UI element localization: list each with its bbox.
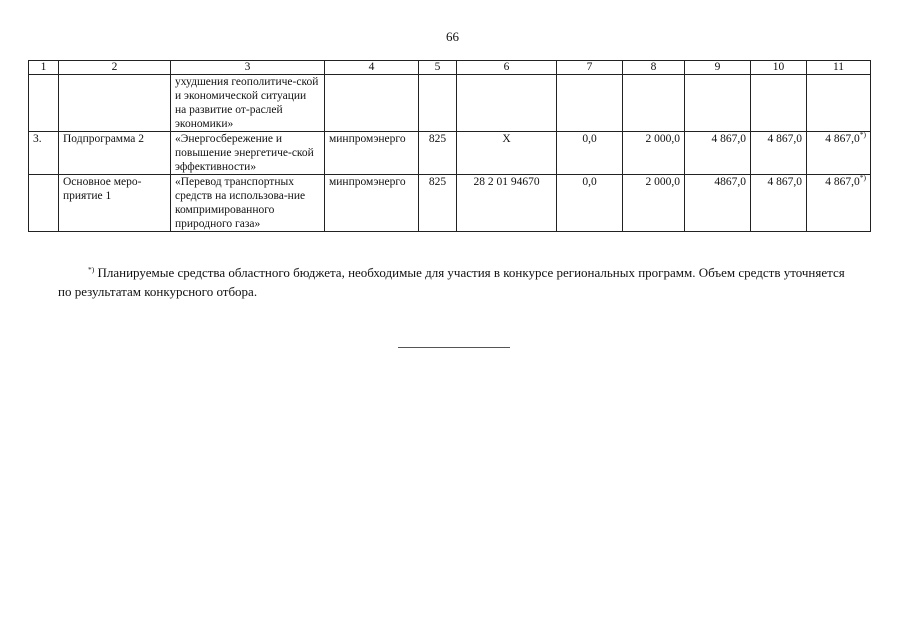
column-header: 5 <box>419 61 457 75</box>
table-row-continuation <box>29 75 871 132</box>
cell-title: «Перевод транспортных средств на использова-ние компримированного природного газа» <box>171 175 325 232</box>
footnote-mark: *) <box>88 265 95 274</box>
cell-kbk: Х <box>457 132 557 175</box>
cell-title: «Энергосбережение и повышение энергетиче-ской эффективности» <box>171 132 325 175</box>
cell-v8: 2 000,0 <box>623 132 685 175</box>
footnote <box>58 263 858 301</box>
cell-v11 <box>807 175 871 232</box>
cell-executor: минпромэнерго <box>325 175 419 232</box>
cell-v11 <box>807 75 871 132</box>
footnote-ref: *) <box>859 130 866 139</box>
cell-kbk <box>457 75 557 132</box>
cell-v7: 0,0 <box>557 132 623 175</box>
budget-table <box>28 60 871 232</box>
column-header: 1 <box>29 61 59 75</box>
cell-kbk: 28 2 01 94670 <box>457 175 557 232</box>
column-header: 7 <box>557 61 623 75</box>
end-divider <box>398 347 510 348</box>
footnote-ref: *) <box>859 173 866 182</box>
cell-title: ухудшения геополитиче-ской и экономической ситуации на развитие от-раслей экономики» <box>171 75 325 132</box>
cell-v9: 4 867,0 <box>685 132 751 175</box>
cell-v9: 4867,0 <box>685 175 751 232</box>
cell-executor <box>325 75 419 132</box>
column-header: 2 <box>59 61 171 75</box>
cell-code <box>419 75 457 132</box>
page-number: 66 <box>446 29 459 44</box>
cell-v8: 2 000,0 <box>623 175 685 232</box>
column-header: 8 <box>623 61 685 75</box>
cell-v7 <box>557 75 623 132</box>
cell-code: 825 <box>419 132 457 175</box>
cell-name: Основное меро-приятие 1 <box>59 175 171 232</box>
column-header: 4 <box>325 61 419 75</box>
cell-name: Подпрограмма 2 <box>59 132 171 175</box>
cell-executor: минпромэнерго <box>325 132 419 175</box>
column-header: 11 <box>807 61 871 75</box>
cell-v11 <box>807 132 871 175</box>
cell-num: 3. <box>29 132 59 175</box>
column-header: 9 <box>685 61 751 75</box>
cell-v9 <box>685 75 751 132</box>
cell-num <box>29 175 59 232</box>
cell-name <box>59 75 171 132</box>
cell-num <box>29 75 59 132</box>
table-row-main-measure <box>29 175 871 232</box>
cell-v8 <box>623 75 685 132</box>
column-header: 3 <box>171 61 325 75</box>
footnote-text: Планируемые средства областного бюджета, необходимые для участия в конкурсе региональных программ. Объем средств уточняется по результатам конкурсного отбора. <box>58 265 845 299</box>
cell-v7: 0,0 <box>557 175 623 232</box>
column-header: 10 <box>751 61 807 75</box>
column-header: 6 <box>457 61 557 75</box>
table-row-subprogram <box>29 132 871 175</box>
cell-v11-value: 4 867,0 <box>825 133 860 145</box>
cell-v10: 4 867,0 <box>751 175 807 232</box>
cell-v11-value: 4 867,0 <box>825 176 860 188</box>
footnote-indent <box>58 265 88 280</box>
header-row <box>29 61 871 75</box>
cell-v10: 4 867,0 <box>751 132 807 175</box>
cell-code: 825 <box>419 175 457 232</box>
cell-v10 <box>751 75 807 132</box>
